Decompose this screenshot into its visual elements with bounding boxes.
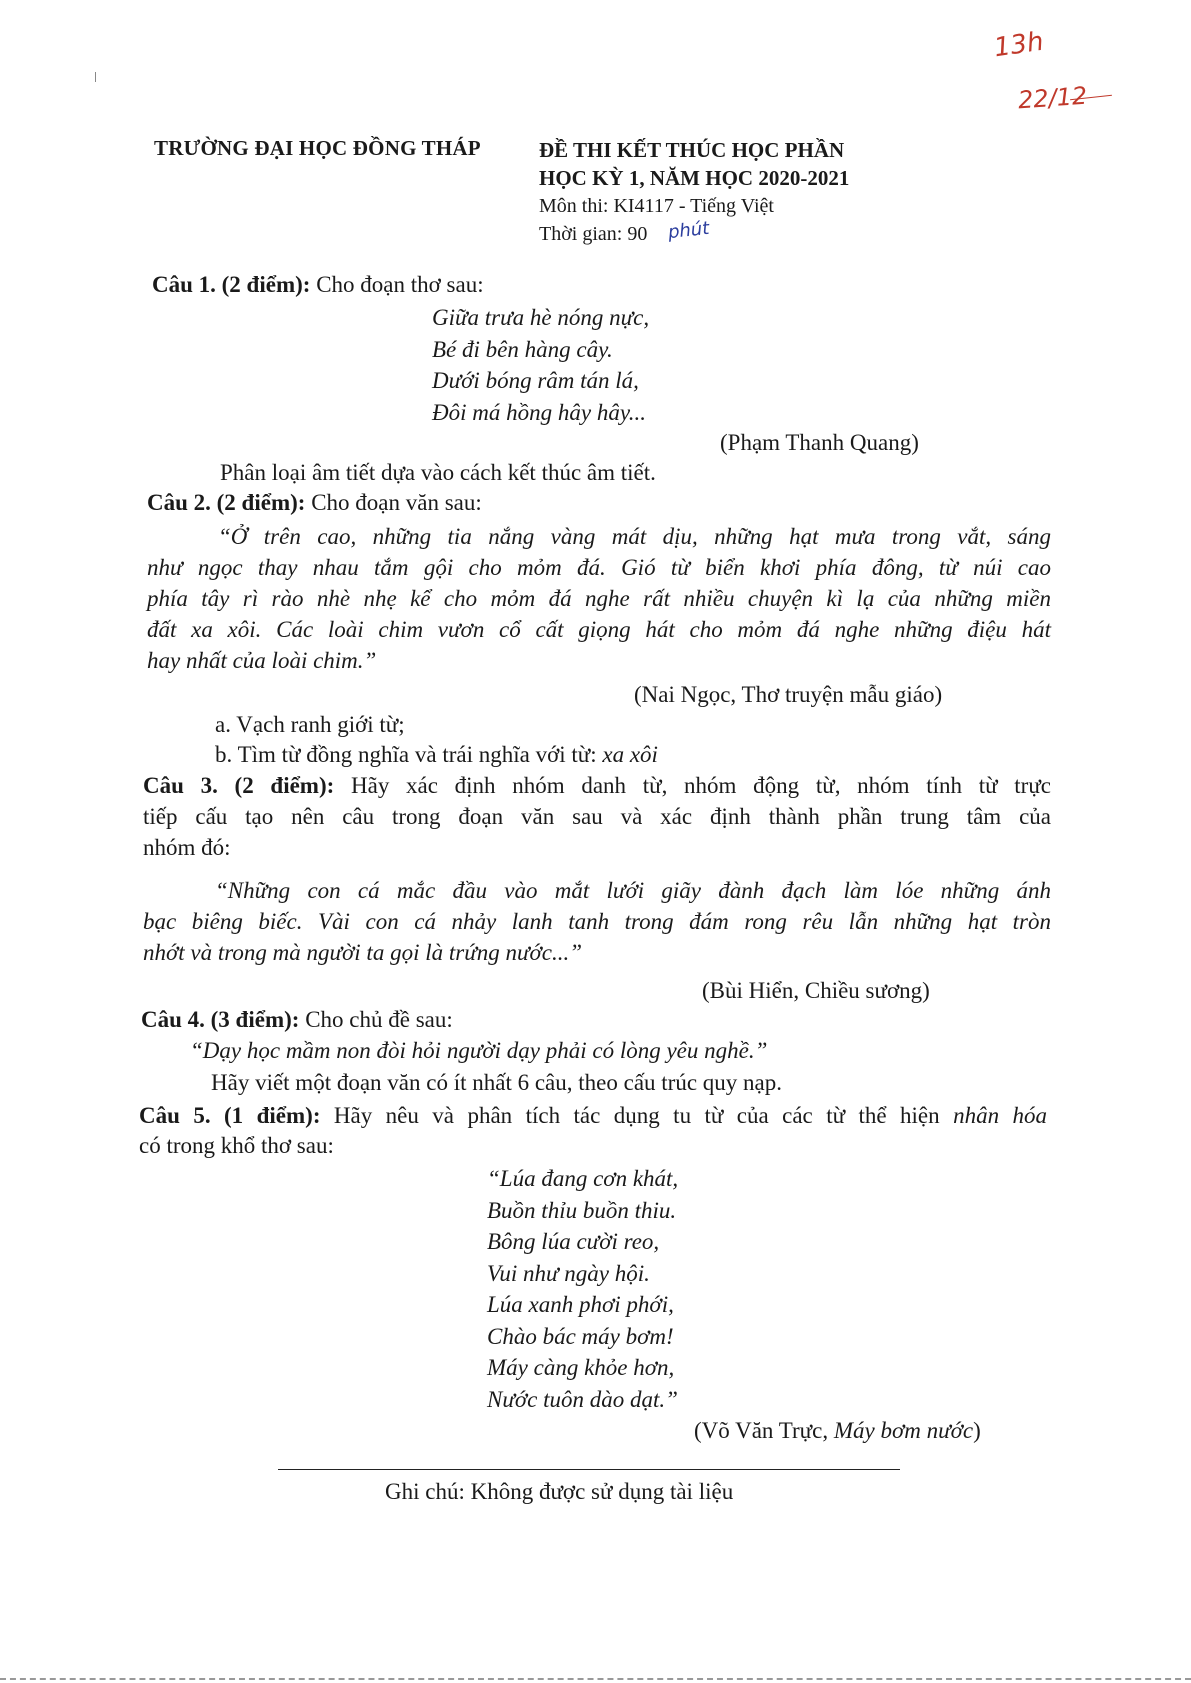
q2-task-a: a. Vạch ranh giới từ; (215, 712, 405, 737)
q5-source-close: ) (973, 1418, 981, 1443)
q3-prompt-line: nhóm đó: (143, 835, 231, 860)
q1-label: Câu 1. (2 điểm): (152, 272, 311, 297)
poem-line: Vui như ngày hội. (487, 1260, 650, 1286)
poem-line: Lúa xanh phơi phới, (487, 1292, 674, 1317)
school-name: TRƯỜNG ĐẠI HỌC ĐỒNG THÁP (154, 136, 481, 160)
q5-heading (139, 1103, 1047, 1129)
q2-prompt: Cho đoạn văn sau: (305, 490, 482, 515)
exam-semester: HỌC KỲ 1, NĂM HỌC 2020-2021 (539, 166, 850, 190)
exam-title: ĐỀ THI KẾT THÚC HỌC PHẦN (539, 138, 845, 162)
q2-passage-line: “Ở trên cao, những tia nắng vàng mát dịu, những hạt mưa trong vắt, sáng (218, 524, 1051, 549)
poem-line: Buồn thỉu buồn thiu. (487, 1197, 677, 1223)
q2-task-b-word: xa xôi (602, 742, 658, 767)
q1-source: (Phạm Thanh Quang) (720, 430, 919, 455)
poem-line: Bé đi bên hàng cây. (432, 336, 613, 362)
q5-label: Câu 5. (1 điểm): (139, 1103, 321, 1128)
handwritten-duration-unit: phút (667, 217, 711, 244)
q1-prompt: Cho đoạn thơ sau: (310, 272, 484, 297)
q3-prompt-line: Hãy xác định nhóm danh từ, nhóm động từ, nhóm tính từ trực (334, 773, 1052, 798)
q2-source: (Nai Ngọc, Thơ truyện mẫu giáo) (634, 682, 943, 707)
poem-line: Bông lúa cười reo, (487, 1229, 660, 1254)
q2-passage-line: hay nhất của loài chim.” (147, 648, 377, 673)
q2-passage-line: phía tây rì rào nhè nhẹ kể cho mỏm đá nghe rất nhiều chuyện kì lạ của những miền (147, 586, 1051, 611)
poem-line: “Lúa đang cơn khát, (487, 1166, 679, 1191)
q2-passage-line: như ngọc thay nhau tắm gội cho mỏm đá. Gió từ biển khơi phía đông, từ núi cao (147, 555, 1051, 580)
footer-note: Ghi chú: Không được sử dụng tài liệu (385, 1479, 734, 1504)
q3-source: (Bùi Hiển, Chiều sương) (702, 978, 930, 1003)
q2-task-b-text: b. Tìm từ đồng nghĩa và trái nghĩa với từ: (215, 742, 603, 767)
q2-label: Câu 2. (2 điểm): (147, 490, 306, 515)
scan-mark (95, 72, 96, 82)
q4-prompt: Cho chủ đề sau: (299, 1007, 453, 1032)
q5-source-author: (Võ Văn Trực, (694, 1418, 834, 1443)
poem-line: Giữa trưa hè nóng nực, (432, 305, 650, 330)
q2-heading (147, 490, 482, 516)
q1-task: Phân loại âm tiết dựa vào cách kết thúc âm tiết. (220, 460, 656, 485)
scan-bottom-edge (0, 1678, 1191, 1680)
q1-heading (152, 272, 484, 298)
q3-passage-line: nhớt và trong mà người ta gọi là trứng nước...” (143, 940, 583, 965)
q2-passage-line: đất xa xôi. Các loài chim vươn cổ cất giọng hát cho mỏm đá nghe những điệu hát (147, 617, 1051, 642)
poem-line: Chào bác máy bơm! (487, 1323, 674, 1349)
q3-heading (143, 773, 1051, 799)
poem-line: Nước tuôn dào dạt.” (487, 1386, 678, 1412)
footer-divider (278, 1469, 900, 1470)
q5-poem (487, 1163, 678, 1415)
q4-heading (141, 1007, 453, 1033)
exam-duration: Thời gian: 90 (539, 223, 648, 245)
q2-task-b (215, 742, 658, 768)
q4-topic: “Dạy học mầm non đòi hỏi người dạy phải có lòng yêu nghề.” (190, 1038, 768, 1063)
q5-prompt-line2: có trong khổ thơ sau: (139, 1133, 334, 1158)
handwritten-mark-top: 13h (992, 26, 1046, 64)
q5-source (694, 1418, 981, 1444)
q5-prompt-emphasis: nhân hóa (953, 1103, 1047, 1128)
exam-subject: Môn thi: KI4117 - Tiếng Việt (539, 195, 774, 217)
q1-poem (432, 302, 649, 428)
q3-prompt-line: tiếp cấu tạo nên câu trong đoạn văn sau và xác định thành phần trung tâm của (143, 804, 1051, 829)
q4-task: Hãy viết một đoạn văn có ít nhất 6 câu, theo cấu trúc quy nạp. (211, 1070, 782, 1095)
q4-label: Câu 4. (3 điểm): (141, 1007, 300, 1032)
handwritten-date: 22/12 (1017, 81, 1089, 115)
q3-passage-line: “Những con cá mắc đầu vào mắt lưới giãy đành đạch làm lóe những ánh (215, 878, 1051, 903)
q3-passage-line: bạc biêng biếc. Vài con cá nhảy lanh tanh trong đám rong rêu lẫn những hạt tròn (143, 909, 1051, 934)
q5-prompt: Hãy nêu và phân tích tác dụng tu từ của các từ thể hiện (320, 1103, 954, 1128)
q3-label: Câu 3. (2 điểm): (143, 773, 335, 798)
q5-source-title: Máy bơm nước (833, 1418, 974, 1443)
poem-line: Máy càng khỏe hơn, (487, 1355, 675, 1380)
poem-line: Đôi má hồng hây hây... (432, 399, 647, 425)
poem-line: Dưới bóng râm tán lá, (432, 368, 639, 393)
